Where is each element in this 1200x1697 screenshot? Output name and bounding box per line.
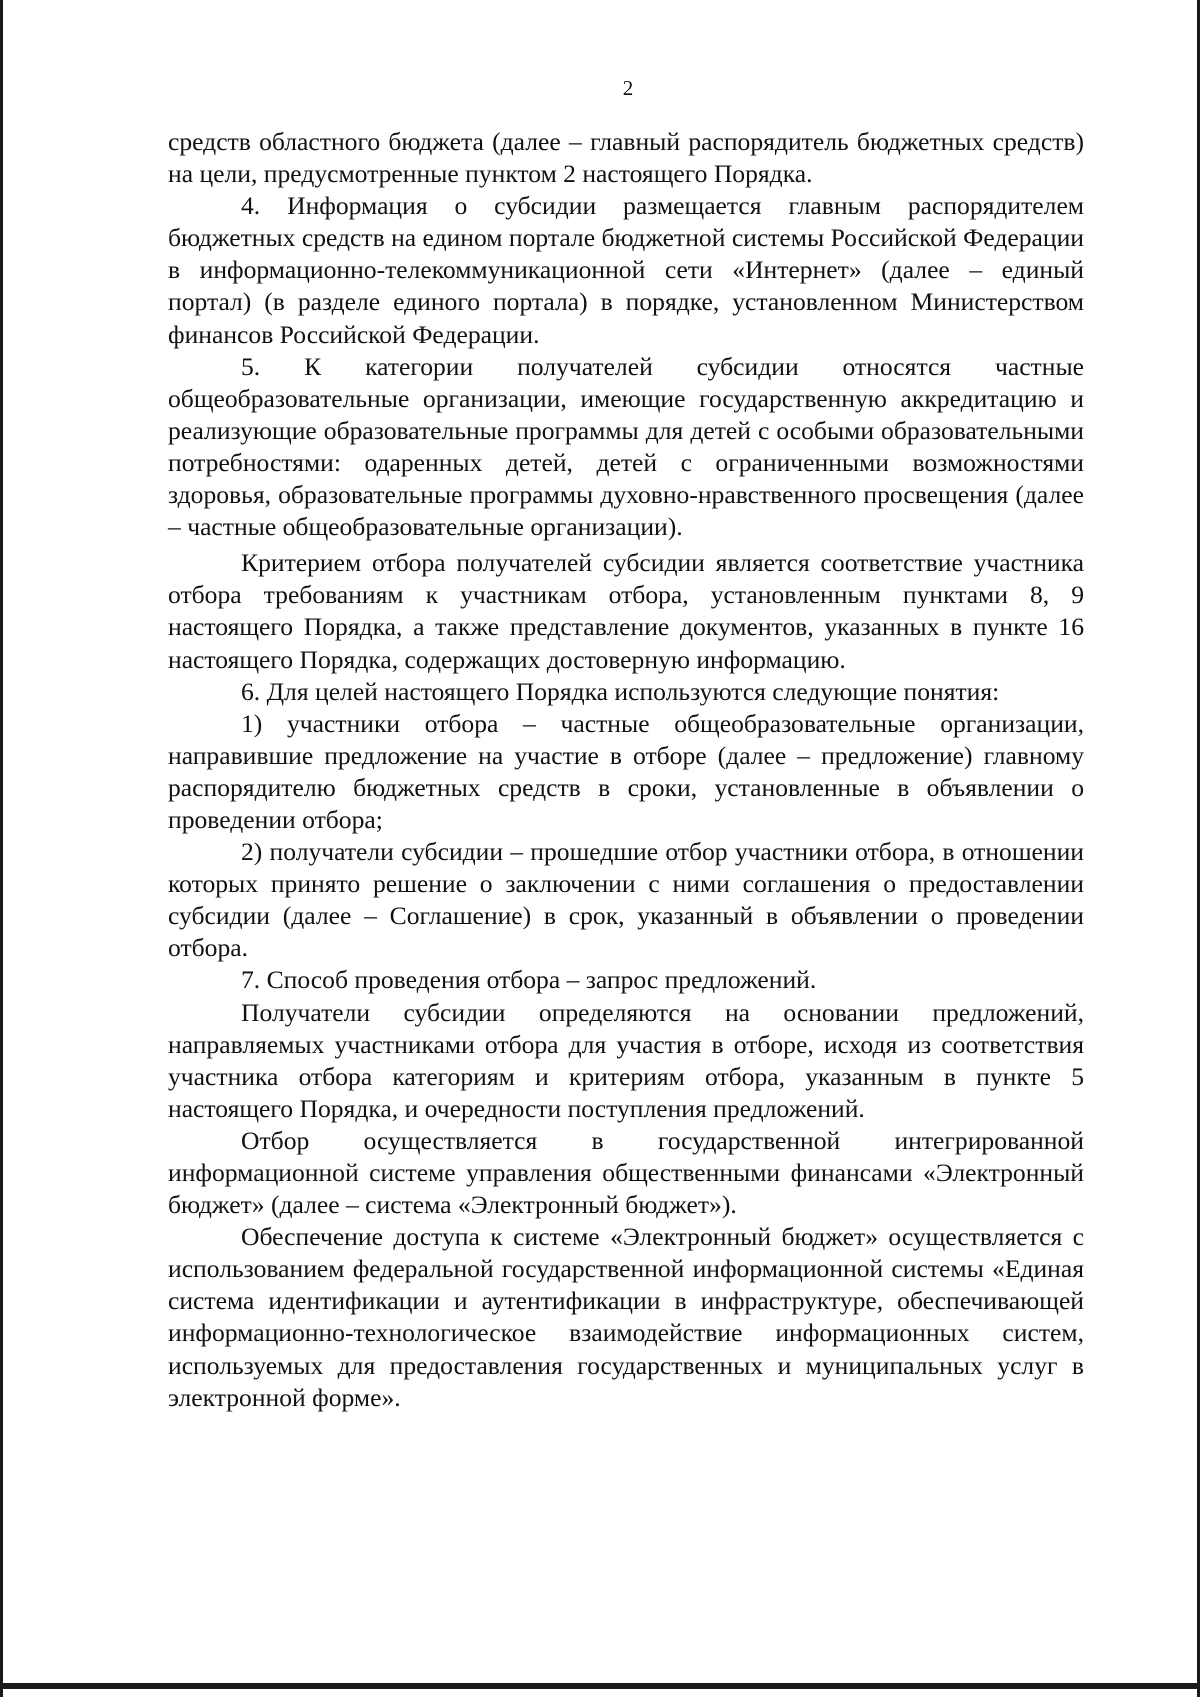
paragraph-selection-system: Отбор осуществляется в государственной интегрированной информационной системе управления общественными финансами «Электронный бюджет» (далее – система «Электронный бюджет»). — [168, 1125, 1084, 1220]
paragraph-continuation: средств областного бюджета (далее – главный распорядитель бюджетных средств) на цели, предусмотренные пунктом 2 настоящего Порядка. — [168, 127, 1084, 189]
page-number: 2 — [622, 76, 634, 100]
paragraph-recipients-determination: Получатели субсидии определяются на основании предложений, направляемых участниками отбора для участия в отборе, исходя из соответствия участника отбора категориям и критериям отбора, указанным в пункте 5 настоящего Порядка, и очередности поступления предложений. — [168, 997, 1084, 1123]
paragraph-item-6: 6. Для целей настоящего Порядка используются следующие понятия: — [241, 676, 1000, 706]
paragraph-definition-1: 1) участники отбора – частные общеобразовательные организации, направившие предложение на участие в отборе (далее – предложение) главному распорядителю бюджетных средств в сроки, установленные в объявлении о проведении отбора; — [168, 708, 1084, 834]
scan-edge-left — [0, 0, 3, 1697]
paragraph-item-7: 7. Способ проведения отбора – запрос предложений. — [241, 965, 817, 995]
paragraph-item-5: 5. К категории получателей субсидии относятся частные общеобразовательные организации, имеющие государственную аккредитацию и реализующие образовательные программы для детей с особыми образовательными потребностями: одаренных детей, детей с ограниченными возможностями здоровья, образовательные программы духовно-нравственного просвещения (далее – частные общеобразовательные организации). — [168, 351, 1084, 542]
scan-edge-bottom — [0, 1683, 1200, 1689]
paragraph-system-access: Обеспечение доступа к системе «Электронный бюджет» осуществляется с использованием федеральной государственной информационной системы «Единая система идентификации и аутентификации в инфраструктуре, обеспечивающей информационно-технологическое взаимодействие информационных систем, используемых для предоставления государственных и муниципальных услуг в электронной форме». — [168, 1222, 1084, 1412]
paragraph-item-4: 4. Информация о субсидии размещается главным распорядителем бюджетных средств на едином портале бюджетной системы Российской Федерации в информационно-телекоммуникационной сети «Интернет» (далее – единый портал) (в разделе единого портала) в порядке, установленном Министерством финансов Российской Федерации. — [168, 191, 1084, 349]
document-body — [168, 126, 1084, 1414]
paragraph-selection-criterion: Критерием отбора получателей субсидии является соответствие участника отбора требованиям к участникам отбора, установленным пунктами 8, 9 настоящего Порядка, а также представление документов, указанных в пункте 16 настоящего Порядка, содержащих достоверную информацию. — [168, 548, 1084, 674]
paragraph-definition-2: 2) получатели субсидии – прошедшие отбор участники отбора, в отношении которых принято решение о заключении с ними соглашения о предоставлении субсидии (далее – Соглашение) в срок, указанный в объявлении о проведении отбора. — [168, 837, 1084, 963]
